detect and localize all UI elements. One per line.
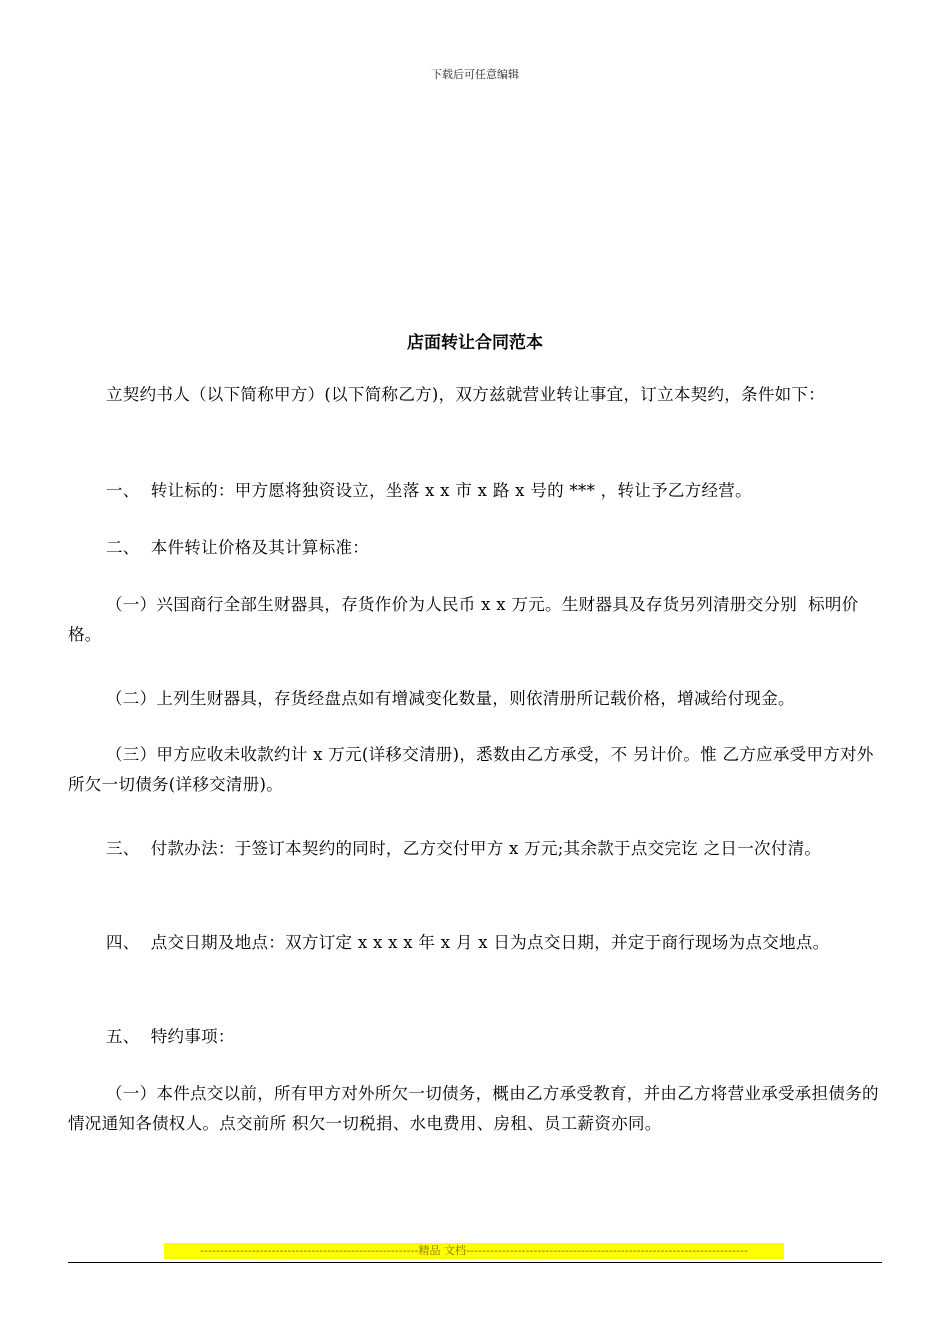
paragraph-clause-2-1: （一）兴国商行全部生财器具，存货作价为人民币 x x 万元。生财器具及存货另列清册交分别 标明价格。 [68,595,859,644]
document-title: 店面转让合同范本 [407,333,543,353]
paragraph-preamble: 立契约书人（以下简称甲方）(以下简称乙方)，双方兹就营业转让事宜，订立本契约，条件如下： [106,385,826,404]
footer-divider [68,1262,882,1263]
paragraph-clause-2-3: （三）甲方应收未收款约计 x 万元(详移交清册)，悉数由乙方承受，不 另计价。惟 乙方应承受甲方对外所欠一切债务(详移交清册)。 [68,745,874,794]
paragraph-clause-1: 一、 转让标的：甲方愿将独资设立，坐落 x x 市 x 路 x 号的 *** ，转让予乙方经营。 [106,481,752,500]
paragraph-clause-5-1: （一）本件点交以前，所有甲方对外所欠一切债务，概由乙方承受教育，并由乙方将营业承受承担债务的情况通知各债权人。点交前所 积欠一切税捐、水电费用、房租、员工薪资亦同。 [68,1084,879,1133]
paragraph-clause-2: 二、 本件转让价格及其计算标准： [106,538,370,557]
header-note: 下载后可任意编辑 [431,68,519,81]
paragraph-clause-3: 三、 付款办法：于签订本契约的同时，乙方交付甲方 x 万元;其余款于点交完讫 之日一次付清。 [106,839,822,858]
footer-banner: -------------------------------------------------------精品 文档----------------------------------------------------------------------- [164,1243,784,1259]
paragraph-clause-4: 四、 点交日期及地点：双方订定 x x x x 年 x 月 x 日为点交日期，并定于商行现场为点交地点。 [106,933,830,952]
paragraph-clause-5: 五、 特约事项： [106,1027,235,1046]
paragraph-clause-2-2: （二）上列生财器具，存货经盘点如有增减变化数量，则依清册所记载价格，增减给付现金。 [106,689,795,708]
